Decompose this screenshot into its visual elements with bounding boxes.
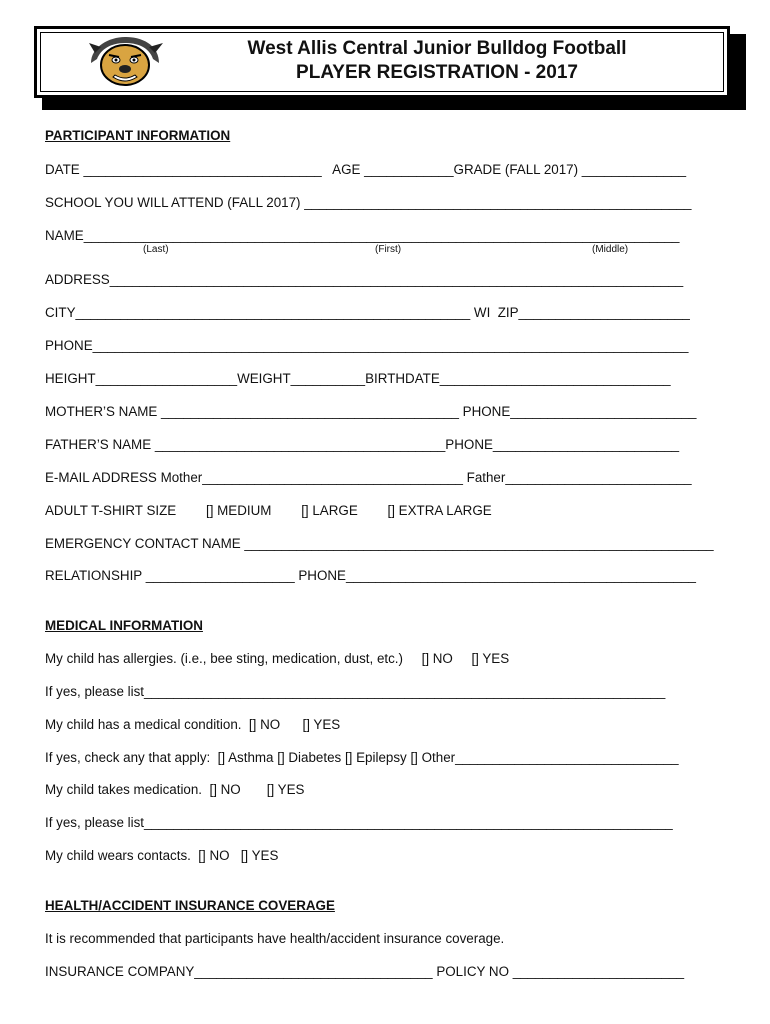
insurance-heading: HEALTH/ACCIDENT INSURANCE COVERAGE xyxy=(45,898,335,913)
tshirt-size-options[interactable]: ADULT T-SHIRT SIZE [] MEDIUM [] LARGE [] EXTRA LARGE xyxy=(45,503,492,518)
relationship-phone-field[interactable]: RELATIONSHIP ____________________ PHONE_______________________________________________ xyxy=(45,568,697,583)
allergies-list-field[interactable]: If yes, please list______________________________________________________________________ xyxy=(45,684,666,699)
form-header xyxy=(34,26,730,98)
emergency-contact-field[interactable]: EMERGENCY CONTACT NAME _______________________________________________________________ xyxy=(45,536,714,551)
name-middle-caption: (Middle) xyxy=(592,244,629,255)
date-age-grade-field[interactable]: DATE ________________________________ AGE ____________GRADE (FALL 2017) ______________ xyxy=(45,162,687,177)
contacts-question[interactable]: My child wears contacts. [] NO [] YES xyxy=(45,848,279,863)
name-field[interactable]: NAME________________________________________________________________________________ xyxy=(45,228,680,243)
medical-condition-question[interactable]: My child has a medical condition. [] NO [] YES xyxy=(45,717,341,732)
name-last-caption: (Last) xyxy=(143,244,169,255)
city-zip-field[interactable]: CITY_____________________________________________________ WI ZIP_______________________ xyxy=(45,305,690,320)
insurance-company-policy-field[interactable]: INSURANCE COMPANY________________________________ POLICY NO _______________________ xyxy=(45,964,685,979)
medication-question[interactable]: My child takes medication. [] NO [] YES xyxy=(45,782,305,797)
father-name-phone-field[interactable]: FATHER’S NAME _______________________________________PHONE_________________________ xyxy=(45,437,680,452)
form-subtitle: PLAYER REGISTRATION - 2017 xyxy=(296,62,578,83)
phone-field[interactable]: PHONE________________________________________________________________________________ xyxy=(45,338,689,353)
mother-name-phone-field[interactable]: MOTHER’S NAME ________________________________________ PHONE_________________________ xyxy=(45,404,697,419)
name-first-caption: (First) xyxy=(375,244,402,255)
email-field[interactable]: E-MAIL ADDRESS Mother___________________________________ Father_________________________ xyxy=(45,470,692,485)
bulldog-logo-icon xyxy=(85,33,165,89)
form-title: West Allis Central Junior Bulldog Football xyxy=(247,38,627,59)
height-weight-birthdate-field[interactable]: HEIGHT___________________WEIGHT__________BIRTHDATE_______________________________ xyxy=(45,371,671,386)
insurance-note: It is recommended that participants have health/accident insurance coverage. xyxy=(45,931,505,946)
participant-heading: PARTICIPANT INFORMATION xyxy=(45,128,231,143)
school-field[interactable]: SCHOOL YOU WILL ATTEND (FALL 2017) ____________________________________________________ xyxy=(45,195,692,210)
condition-checklist[interactable]: If yes, check any that apply: [] Asthma [] Diabetes [] Epilepsy [] Other______________________________ xyxy=(45,750,679,765)
medical-heading: MEDICAL INFORMATION xyxy=(45,618,203,633)
address-field[interactable]: ADDRESS_____________________________________________________________________________ xyxy=(45,272,684,287)
medication-list-field[interactable]: If yes, please list_______________________________________________________________________ xyxy=(45,815,673,830)
allergies-question[interactable]: My child has allergies. (i.e., bee sting, medication, dust, etc.) [] NO [] YES xyxy=(45,651,510,666)
